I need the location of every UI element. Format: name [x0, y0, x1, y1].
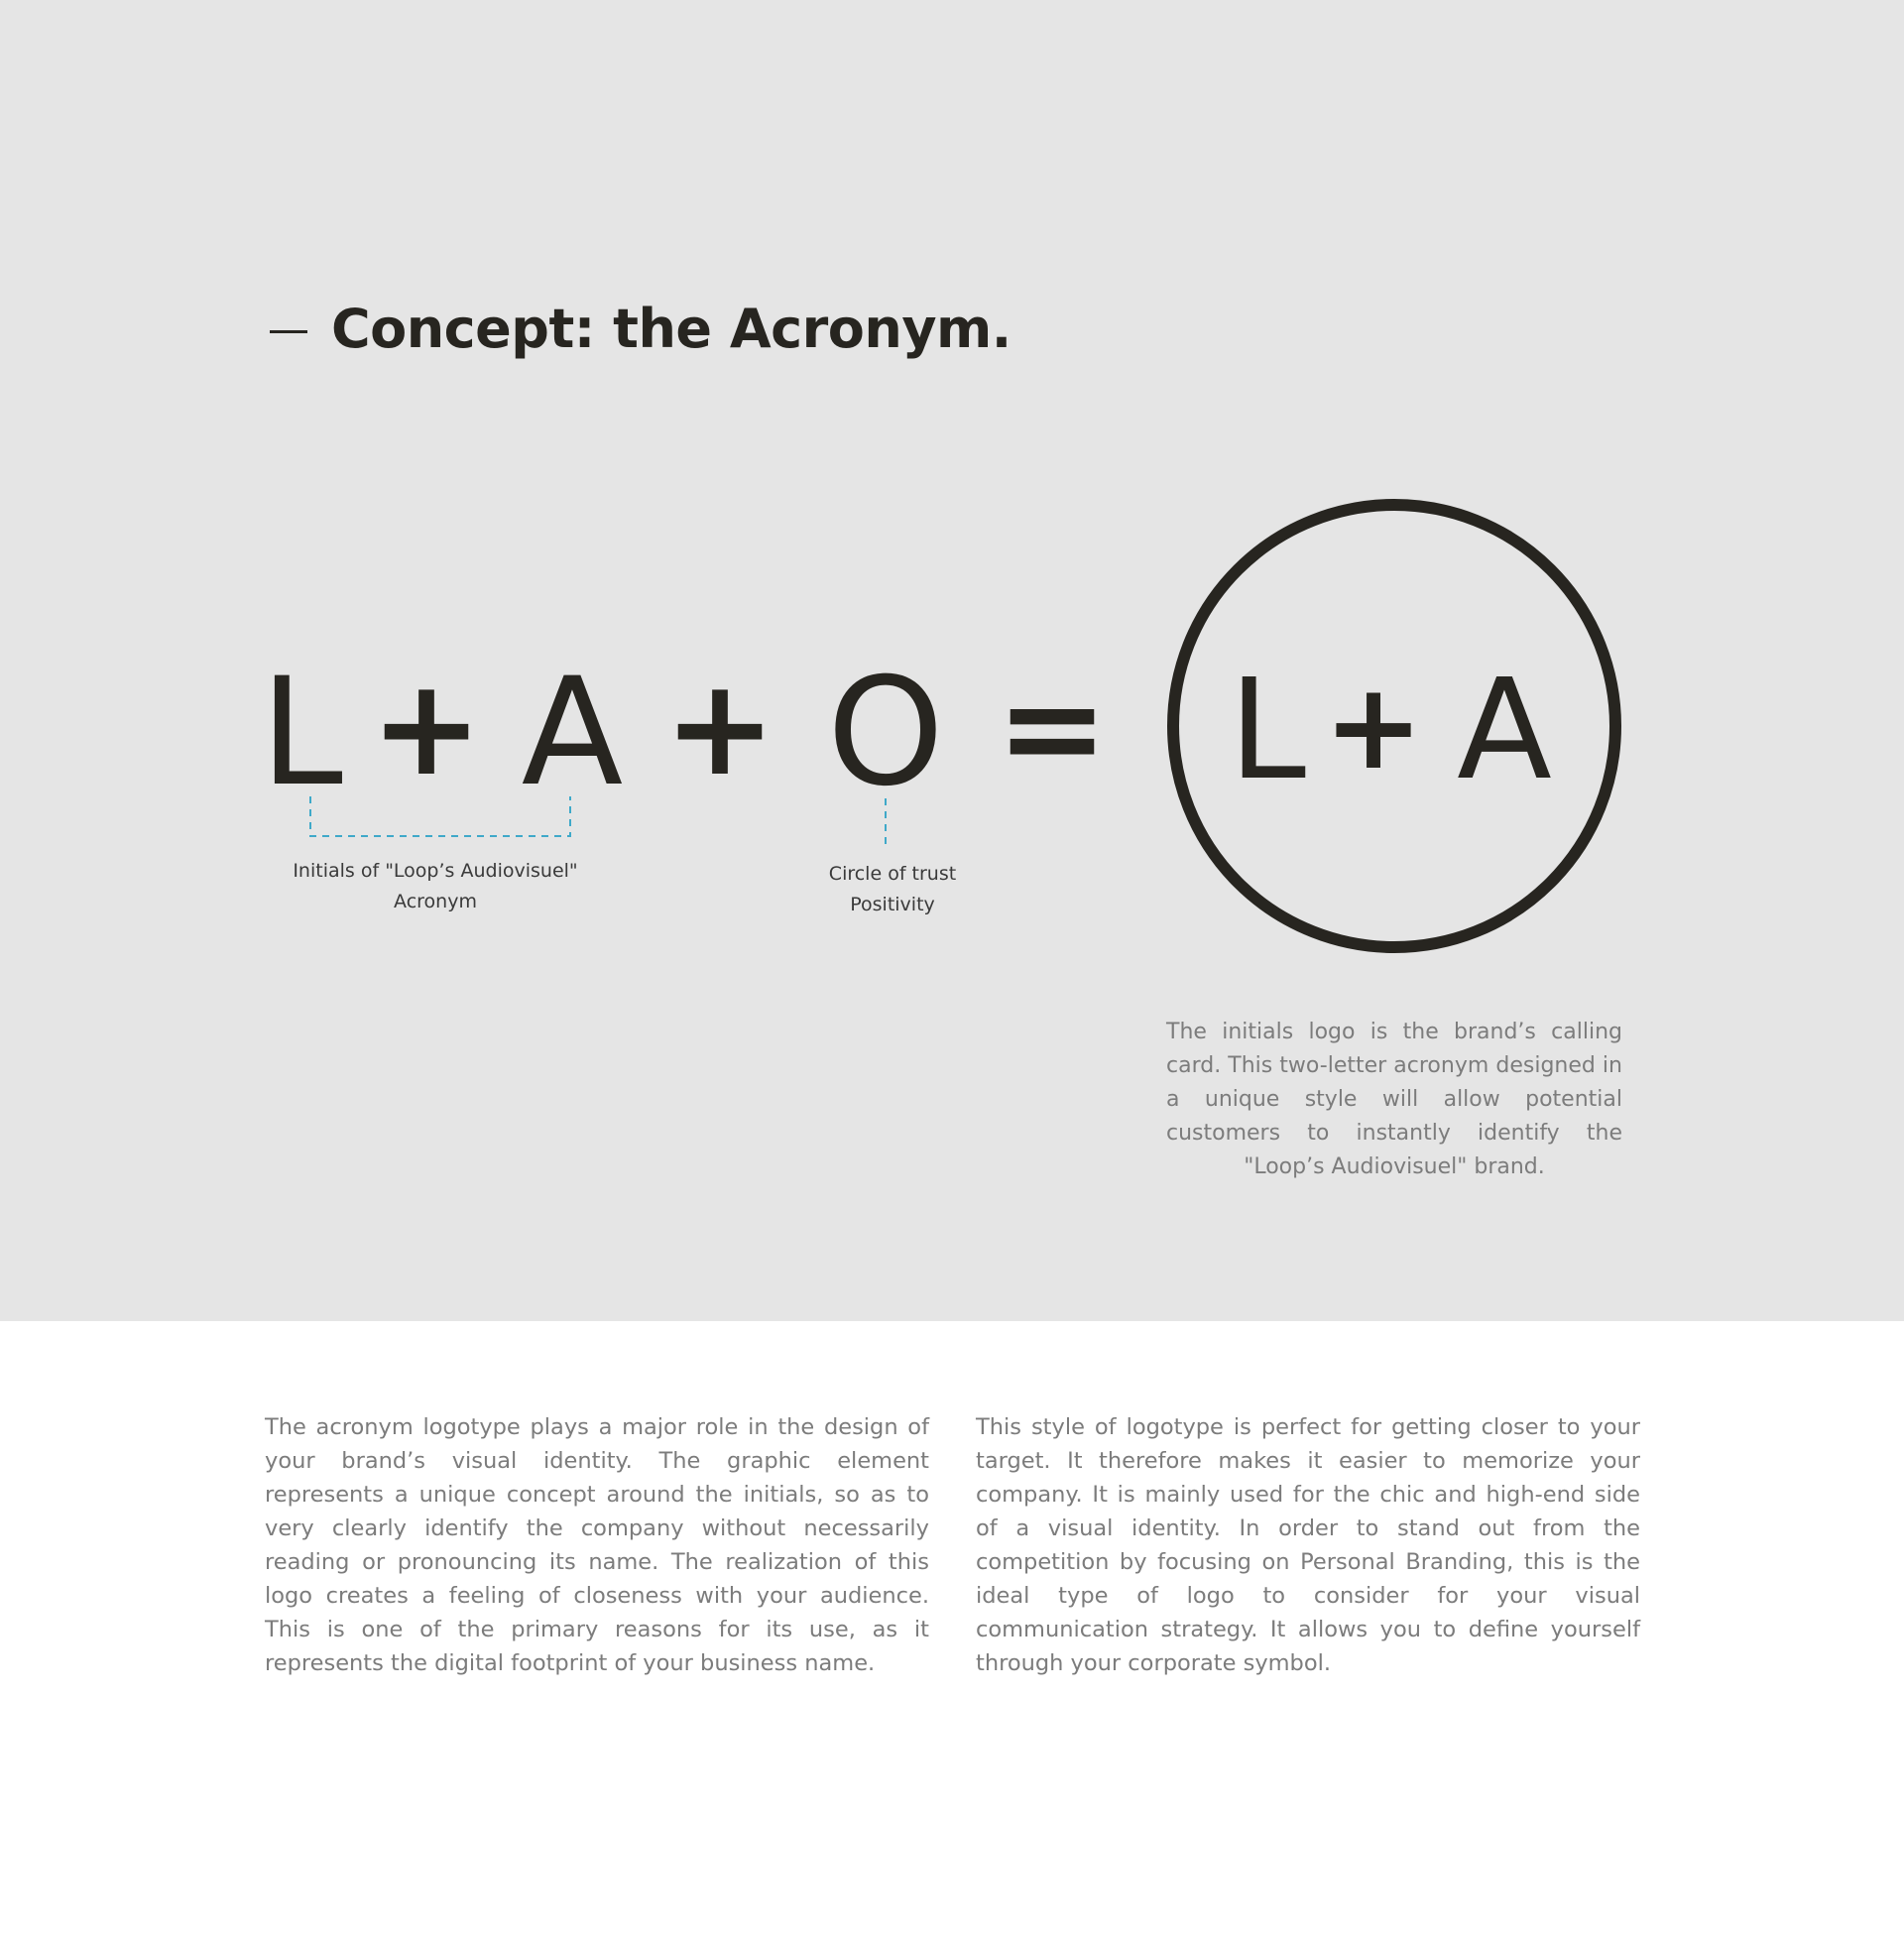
logo-letter-l: L	[1229, 650, 1306, 811]
logo-plus-sign: +	[1323, 659, 1424, 796]
letter-l: L	[260, 647, 343, 819]
body-paragraph-left: The acronym logotype plays a major role in the design of your brand’s visual identity. The graphic element represents a unique concept around the initials, so as to very clearly identify the company without necessarily reading or pronouncing its name. The realization of this logo creates a feeling of closeness with your audience. This is one of the primary reasons for its use, as it represents the digital footprint of your business name.	[265, 1414, 929, 1676]
logo-letter-a: A	[1457, 650, 1552, 811]
equals-sign: =	[996, 650, 1109, 805]
plus-sign-1: +	[370, 650, 483, 805]
heading-title: Concept: the Acronym.	[331, 298, 1012, 360]
circle-caption	[774, 859, 1012, 920]
circle-caption-line2: Positivity	[850, 894, 935, 915]
letter-o: O	[826, 647, 945, 819]
body-paragraph-right: This style of logotype is perfect for getting closer to your target. It therefore makes it easier to memorize your company. It is mainly used for the chic and high-end side of a visual identity. In order to stand out from the competition by focusing on Personal Branding, this is the ideal type of logo to consider for your visual communication strategy. It allows you to define yourself through your corporate symbol.	[976, 1414, 1640, 1676]
circle-caption-line1: Circle of trust	[828, 863, 957, 885]
initials-caption	[277, 856, 594, 917]
initials-caption-line1: Initials of "Loop’s Audiovisuel"	[293, 860, 578, 882]
plus-sign-2: +	[663, 650, 776, 805]
letter-a: A	[521, 647, 624, 819]
logo-description: The initials logo is the brand’s calling card. This two-letter acronym designed in a unique style will allow potential customers to instantly identify the "Loop’s Audiovisuel" brand.	[1166, 1020, 1622, 1179]
initials-caption-line2: Acronym	[394, 891, 477, 912]
